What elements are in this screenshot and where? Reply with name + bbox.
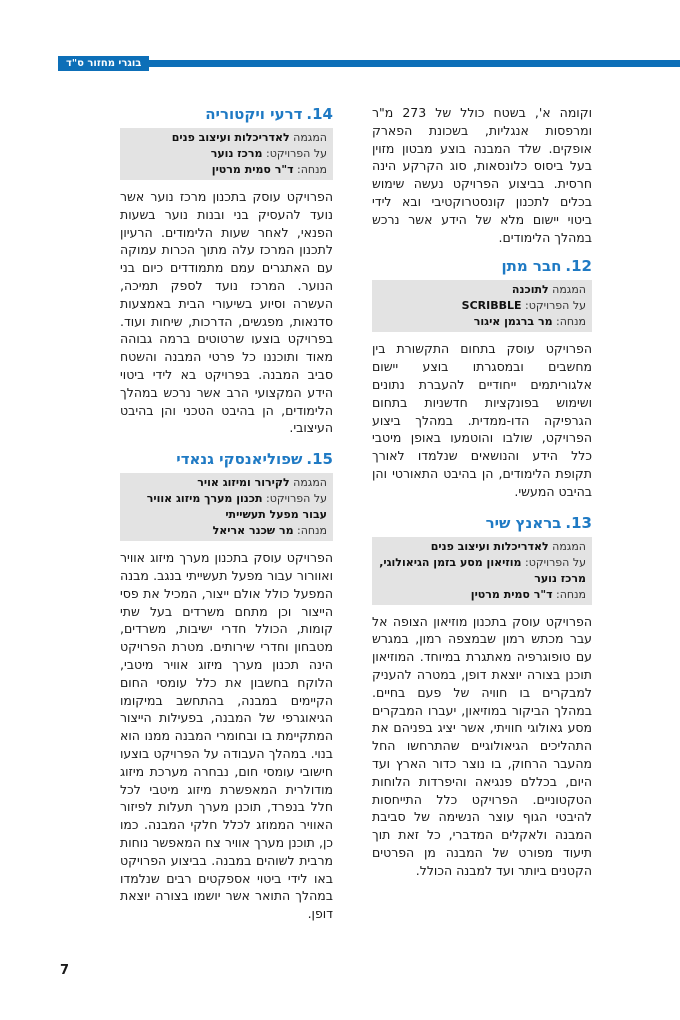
section-body: הפרויקט עוסק בתכנון מוזיאון הצופה אל עבר מכתש רמון שבמצפה רמון, במגרש עם טופוגרפיה מאתגרת במיוחד. המוזיאון תוכנן בצורה יוצאת דופן, במטרה להעניק למבקרים בו חוויה של פעם בחיים. במהלך הביקור במוזיאון, יעברו המבקרים מסע גאולוגי חוויתי, אשר יציג בפניהם את התהליכים הגיאולוגיים שהתרחשו החל מהעבר הרחוק, בו נוצר כדור הארץ ועד היום, בכללם פנגיאה והיפרדות הלוחות הטקטוניים. הפרויקט כלל התייחסות להיבטי הגוף עוצר הנשימה של סביבת המבנה ולאקלים המדברי, כל זאת תוך תיעוד מפורט של המבנה מן הפרטים הקטנים ביותר ועד למבנה הכולל. [372,613,592,878]
section-heading [120,104,333,124]
section-number: 15. [306,450,333,469]
info-row-advisor: מנחה: מר שכנר אריאל [212,524,327,538]
right-column [372,104,592,880]
project-info-box [372,537,592,605]
header-tab: בוגרי מחזור ס"ד [58,56,149,71]
project-info-box [372,280,592,332]
continuation-text: וקומה א', בשטח כולל של 273 מ"ר ומרפסות אנגליות, בשכונת הפארק אופקים. שלד המבנה בוצע מבטון מזוין בעל ביסוס כלונסאות, סוג הקרקע הינה חרסית. בביצוע הפרויקט נעשה שימוש בכלים לתכנון קונסטרוקטיבי ובא לידי ביטוי יישום מלא של הידע אשר נרכש במהלך הלימודים. [372,105,592,245]
section-body: הפרויקט עוסק בתכנון מערך מיזוג אוויר ואוורור עבור מפעל תעשייתי בנגב. מבנה המפעל כולל אולם ייצור, המכיל את פסי הייצור וכן מתחם משרדים בעל שתי קומות, הכולל חדרי ישיבות, משרדים, מטבחון וחדרי שירותים. מטרת הפרויקט הינה תכנון מערך מיזוג אוויר מיטבי, הלוקח בחשבון את כלל עומסי החום הקיימים במבנה, בהתחשב במיקומו הגיאוגרפי של המבנה, בפעילות הייצור המתקיימת בו ובחומרי המבנה ממנו הוא בנוי. במהלך העבודה על הפרויקט בוצעו חישובי עומסי חום, נבחרה מערכת מיזוג מודולרית המאפשרת מיזוג מיטבי לכל חלל בנפרד, תוכנן מערך תעלות לפיזור האוויר הממוזג לכלל חלקי המבנה. כמו כן, תוכנן מערך אוויר צח המאפשר נוחות מרבית לשוהים במבנה. בביצוע הפרויקט באו לידי ביטוי אספקטים רבים שנלמדו במהלך התואר אשר יושמו בצורה יוצאת דופן. [120,550,333,922]
info-row-track: המגמה לתוכנה [511,283,586,297]
info-row-advisor: מנחה: ד"ר סמית מרטין [211,163,327,176]
info-row-advisor: מנחה: מר ברגמן איגור [473,315,586,329]
project-info-box [120,473,333,541]
left-column [120,104,333,923]
section-number: 13. [565,513,592,532]
section-body: הפרויקט עוסק בתכנון מרכז נוער אשר נועד להעסיק בני ובנות נוער בשעות הפנאי, לאחר שעות הלימודים. הרעיון לתכנון המרכז עלה מתוך הכרות עמוקה עם האתגרים עמם מתמודדים כיום בני הנוער. המרכז נועד לספק תמיכה, העשרה וסיוע בשיעורי הבית באמצעות סדנאות, מפגשים, הדרכות, שיחות ועוד. בפרויקט בוצעו שרטוטים ברמה גבוהה מאוד ותוכננו כל פרטי המבנה והשטח סביב המבנה. בפרויקט בא לידי ביטוי הידע המקצועי הרב אשר נרכש במהלך הלימודים, הן בהיבט הטכני והן בהיבט העיצובי. [120,189,333,436]
student-name: שפוליאנסקי גנאדי [176,450,303,469]
info-row-project: על הפרויקט: SCRIBBLE [461,299,586,313]
student-name: חבר מתן [501,257,562,276]
info-row-project: על הפרויקט: תכנון מערך מיזוג אוויר עבור מפעל תעשייתי [146,492,327,522]
student-name: דרעי ויקטוריה [205,105,303,123]
section-14 [120,104,333,437]
section-15 [120,449,333,923]
info-row-track: המגמה לאדריכלות ועיצוב פנים [171,131,327,144]
section-heading [120,449,333,469]
info-row-track: המגמה לקירור ומיזוג אויר [197,476,327,490]
project-info-box [120,128,333,180]
page-number: 7 [60,963,70,978]
info-row-track: המגמה לאדריכלות ועיצוב פנים [430,539,586,553]
section-13 [372,513,592,880]
section-number: 12. [565,257,592,276]
section-heading [372,513,592,533]
header-bar [58,60,680,67]
info-row-advisor: מנחה: ד"ר סמית מרטין [470,587,586,601]
section-body: הפרויקט עוסק בתחום התקשורת בין מחשבים ובמסגרתו בוצע יישום אלגוריתמים ייחודיים להעברת נתונים ושימוש בפונקציות חדשניות בתחום הגרפיקה הדו-ממדית. במהלך ביצוע הפרויקט, שולבו והוטמעו באופן מיטבי כלל הידע והנושאים שנלמדו לאורך תקופת הלימודים, הן בהיבט התאורטי והן בהיבט המעשי. [372,341,592,499]
section-heading [372,256,592,276]
info-row-project: על הפרויקט: מוזיאון מסע בזמן הגיאולוגי, מרכז נוער [379,555,586,585]
section-12 [372,256,592,500]
section-number: 14. [306,105,333,123]
student-name: בראנץ שיר [485,513,562,532]
info-row-project: על הפרויקט: מרכז נוער [210,147,327,160]
